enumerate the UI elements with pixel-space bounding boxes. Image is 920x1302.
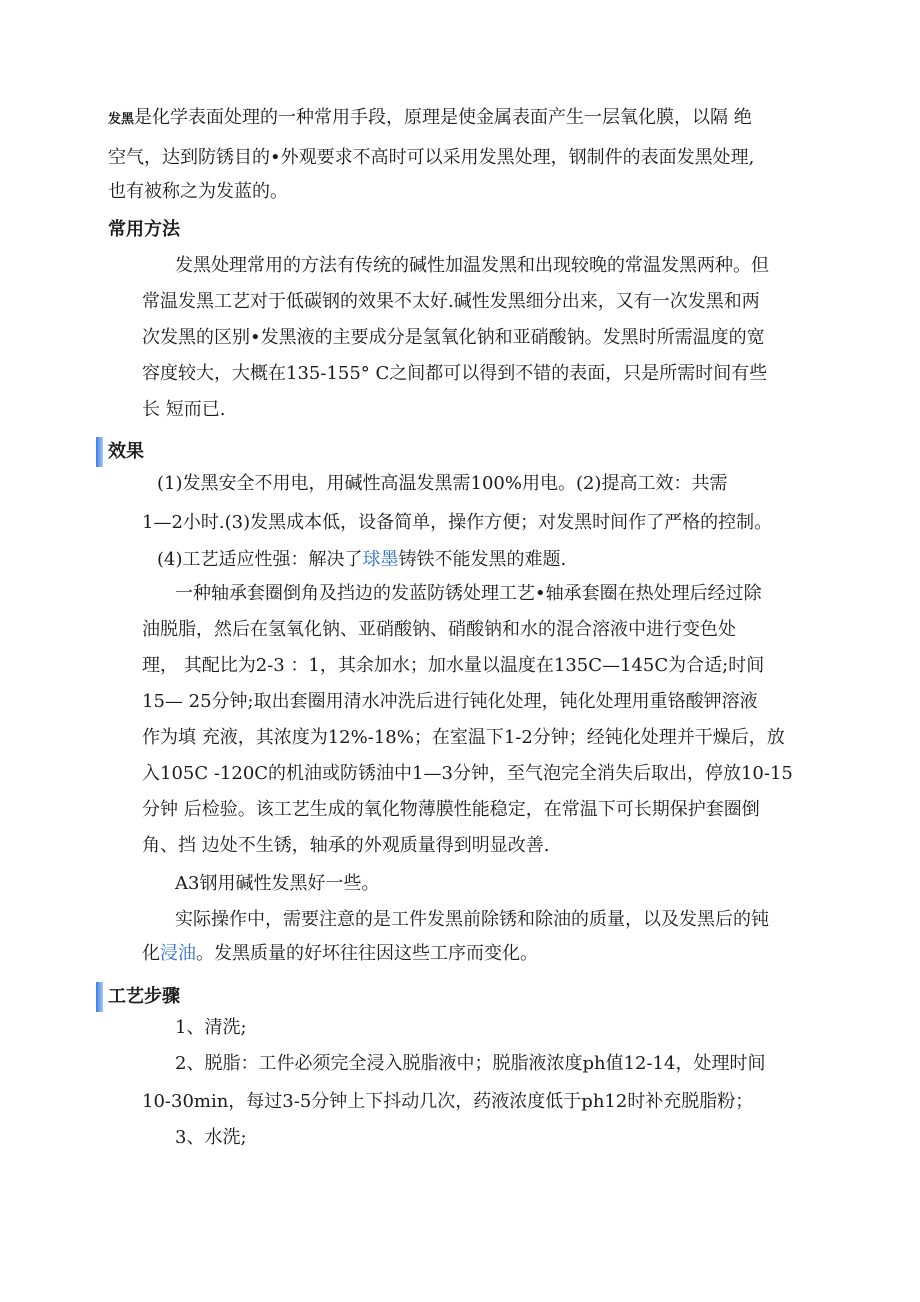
effects-line-2: 1—2小时.(3)发黑成本低，设备简单，操作方便；对发黑时间作了严格的控制。: [142, 512, 773, 533]
link-jinyou[interactable]: 浸油: [160, 943, 196, 964]
effects-line-3-post: 铸铁不能发黑的难题.: [398, 549, 567, 570]
process-line-7: 分钟 后检验。该工艺生成的氧化物薄膜性能稳定，在常温下可长期保护套圈倒: [142, 799, 760, 820]
process-line-1: 一种轴承套圈倒角及挡边的发蓝防锈处理工艺•轴承套圈在热处理后经过除: [175, 583, 762, 604]
section-marker-bar-2: [96, 982, 103, 1012]
intro-term: 发黑: [108, 112, 135, 127]
step-1: 1、清洗;: [175, 1017, 247, 1038]
note-line-1: 实际操作中，需要注意的是工件发黑前除锈和除油的质量，以及发黑后的钝: [175, 909, 769, 930]
step-3: 3、水洗;: [175, 1127, 247, 1148]
effects-line-1: (1)发黑安全不用电，用碱性高温发黑需100%用电。(2)提高工效：共需: [157, 473, 728, 494]
process-line-8: 角、挡 边处不生锈，轴承的外观质量得到明显改善.: [142, 835, 550, 856]
intro-line-2: 空气，达到防锈目的•外观要求不高时可以采用发黑处理，钢制件的表面发黑处理,: [108, 147, 755, 168]
methods-line-1: 发黑处理常用的方法有传统的碱性加温发黑和出现较晚的常温发黑两种。但: [175, 255, 769, 276]
intro-text-1: 是化学表面处理的一种常用手段，原理是使金属表面产生一层氧化膜，以隔 绝: [134, 107, 752, 128]
note-line-2-pre: 化: [142, 943, 160, 964]
intro-line-1: [108, 106, 752, 132]
step-2-line-1: 2、脱脂：工件必须完全浸入脱脂液中；脱脂液浓度ph值12-14，处理时间: [175, 1053, 766, 1074]
section-marker-bar: [96, 437, 103, 467]
note-line-2: [142, 942, 538, 966]
effects-line-3-pre: (4)工艺适应性强：解决了: [157, 549, 363, 570]
section-heading-methods: 常用方法: [108, 219, 180, 240]
methods-line-3: 次发黑的区别•发黑液的主要成分是氢氧化钠和亚硝酸钠。发黑时所需温度的宽: [142, 327, 765, 348]
note-line-2-post: 。发黑质量的好坏往往因这些工序而变化。: [196, 943, 538, 964]
section-heading-steps: 工艺步骤: [108, 986, 180, 1007]
process-line-2: 油脱脂，然后在氢氧化钠、亚硝酸钠、硝酸钠和水的混合溶液中进行变色处: [142, 619, 736, 640]
intro-line-3: 也有被称之为发蓝的。: [108, 181, 288, 202]
a3-line: A3钢用碱性发黑好一些。: [175, 873, 380, 894]
methods-line-2: 常温发黑工艺对于低碳钢的效果不太好.碱性发黑细分出来，又有一次发黑和两: [142, 291, 760, 312]
effects-line-3: [157, 548, 566, 572]
process-line-6: 入105C -120C的机油或防锈油中1—3分钟，至气泡完全消失后取出，停放10-15: [142, 763, 793, 784]
process-line-5: 作为填 充液，其浓度为12%-18%；在室温下1-2分钟；经钝化处理并干燥后，放: [142, 727, 785, 748]
step-2-line-2: 10-30min，每过3-5分钟上下抖动几次，药液浓度低于ph12时补充脱脂粉；: [142, 1091, 754, 1112]
section-heading-effects: 效果: [108, 441, 144, 462]
methods-line-5: 长 短而已.: [142, 399, 226, 420]
process-line-4: 15— 25分钟;取出套圈用清水冲洗后进行钝化处理，钝化处理用重铬酸钾溶液: [142, 691, 758, 712]
link-qiumo[interactable]: 球墨: [362, 549, 399, 570]
process-line-3: 理， 其配比为2-3 ：1，其余加水；加水量以温度在135C—145C为合适;时间: [142, 655, 765, 676]
methods-line-4: 容度较大，大概在135-155° C之间都可以得到不错的表面，只是所需时间有些: [142, 363, 768, 384]
